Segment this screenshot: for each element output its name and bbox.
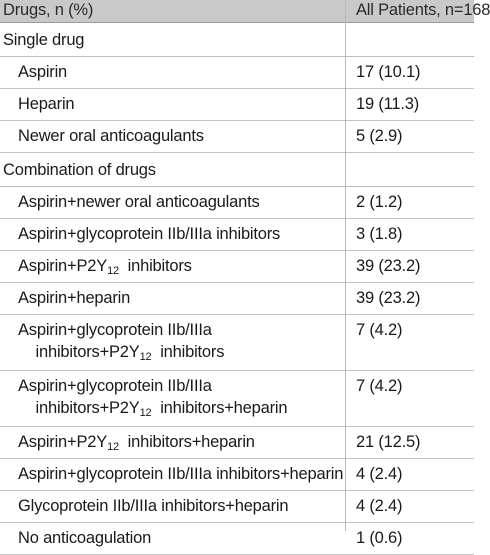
drug-label: Heparin [18, 95, 75, 113]
drug-label: Aspirin [18, 63, 68, 81]
table-row [0, 490, 474, 523]
drug-label: Aspirin+glycoprotein IIb/IIIa $inhibitors+P2Y_{12}$ inhibitors [18, 321, 225, 363]
patient-count: 7 (4.2) [356, 321, 403, 339]
table-row [0, 426, 474, 459]
drug-label: Newer oral anticoagulants [18, 127, 204, 145]
drug-label: Aspirin+glycoprotein IIb/IIIa inhibitors [18, 225, 281, 243]
drug-label: Aspirin+heparin [18, 289, 131, 307]
section-title: Single drug [3, 31, 85, 49]
drug-label: Glycoprotein IIb/IIIa inhibitors+heparin [18, 497, 289, 515]
column-divider [345, 0, 346, 531]
table-row [0, 88, 474, 121]
table-row [0, 218, 474, 251]
patient-count: 7 (4.2) [356, 377, 403, 395]
section-title: Combination of drugs [3, 161, 156, 179]
drug-label: Aspirin+newer oral anticoagulants [18, 193, 260, 211]
patient-count: 21 (12.5) [356, 433, 421, 451]
table-row [0, 370, 474, 427]
header-all-patients: All Patients, n=168 [356, 1, 490, 19]
patient-count: 19 (11.3) [356, 95, 420, 113]
patient-count: 4 (2.4) [356, 465, 403, 483]
table-row [0, 282, 474, 315]
header-drugs: Drugs, n (%) [3, 1, 94, 19]
drug-label: No anticoagulation [18, 529, 152, 547]
patient-count: 1 (0.6) [356, 529, 403, 547]
table-row [0, 522, 474, 555]
drug-label: $Aspirin+P2Y_{12}$ inhibitors+heparin [18, 433, 255, 453]
drug-label: Aspirin+glycoprotein IIb/IIIa inhibitors+heparin [18, 465, 344, 483]
patient-count: 4 (2.4) [356, 497, 403, 515]
drug-label: $Aspirin+P2Y_{12}$ inhibitors [18, 257, 192, 277]
table-row [0, 250, 474, 283]
patient-count: 5 (2.9) [356, 127, 403, 145]
patient-count: 3 (1.8) [356, 225, 403, 243]
table-header [0, 0, 490, 23]
patient-count: 39 (23.2) [356, 289, 421, 307]
section-row [0, 152, 474, 187]
table-row [0, 186, 474, 219]
table-row [0, 458, 474, 491]
patient-count: 2 (1.2) [356, 193, 403, 211]
patient-count: 17 (10.1) [356, 63, 421, 81]
drug-label: Aspirin+glycoprotein IIb/IIIa $inhibitors+P2Y_{12}$ inhibitors+heparin [18, 377, 288, 419]
table-row [0, 120, 474, 153]
table-row [0, 56, 474, 89]
patient-count: 39 (23.2) [356, 257, 421, 275]
section-row [0, 22, 474, 57]
table-row [0, 314, 474, 371]
